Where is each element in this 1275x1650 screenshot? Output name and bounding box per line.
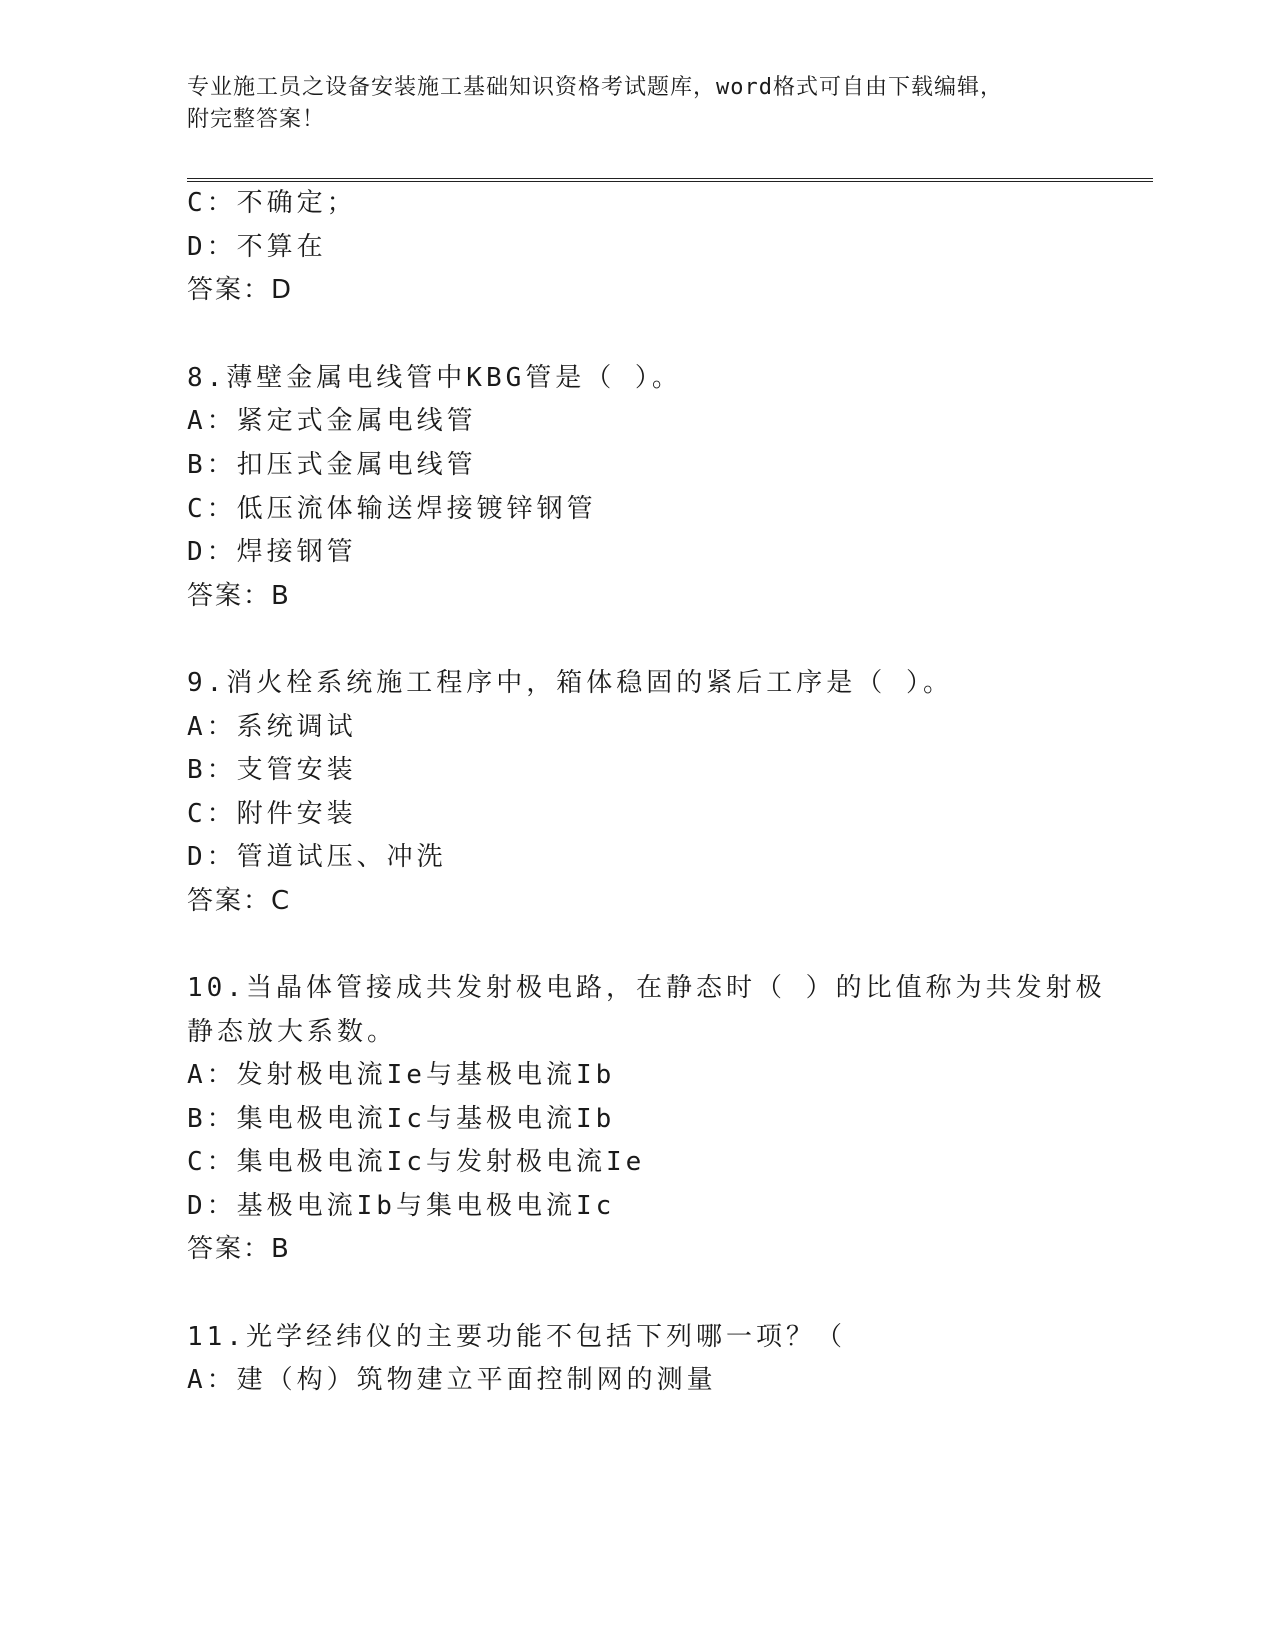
- q9-option-c: C：附件安装: [187, 799, 357, 829]
- q10-stem-line-1: 10.当晶体管接成共发射极电路，在静态时（ ）的比值称为共发射极: [187, 973, 1106, 1003]
- q11-stem: 11.光学经纬仪的主要功能不包括下列哪一项？（: [187, 1322, 846, 1352]
- q10-stem-line-2: 静态放大系数。: [187, 1017, 398, 1047]
- q8-option-c: C：低压流体输送焊接镀锌钢管: [187, 494, 597, 524]
- q9-answer: 答案：C: [187, 886, 292, 916]
- q10-option-b: B：集电极电流Ic与基极电流Ib: [187, 1104, 616, 1134]
- header-line-1: 专业施工员之设备安装施工基础知识资格考试题库，word格式可自由下载编辑，: [187, 75, 1003, 100]
- q9-option-d: D：管道试压、冲洗: [187, 842, 447, 872]
- q8-answer: 答案：B: [187, 581, 291, 611]
- q10-option-d: D：基极电流Ib与集电极电流Ic: [187, 1191, 616, 1221]
- q8-option-d: D：焊接钢管: [187, 537, 357, 567]
- q8-option-b: B：扣压式金属电线管: [187, 450, 477, 480]
- prev-option-c: C：不确定；: [187, 188, 357, 218]
- document-header: [187, 72, 1087, 136]
- q10-answer: 答案：B: [187, 1234, 291, 1264]
- header-line-2: 附完整答案！: [187, 107, 326, 132]
- header-divider: [187, 178, 1153, 182]
- prev-option-d: D：不算在: [187, 232, 327, 262]
- q9-stem: 9.消火栓系统施工程序中，箱体稳固的紧后工序是（ ）。: [187, 668, 953, 698]
- prev-answer: 答案：D: [187, 275, 294, 305]
- q10-option-a: A：发射极电流Ie与基极电流Ib: [187, 1060, 616, 1090]
- q8-stem: 8.薄壁金属电线管中KBG管是（ ）。: [187, 363, 682, 393]
- q10-option-c: C：集电极电流Ic与发射极电流Ie: [187, 1147, 646, 1177]
- q9-option-a: A：系统调试: [187, 712, 357, 742]
- q11-option-a: A：建（构）筑物建立平面控制网的测量: [187, 1365, 717, 1395]
- q8-option-a: A：紧定式金属电线管: [187, 406, 477, 436]
- q9-option-b: B：支管安装: [187, 755, 357, 785]
